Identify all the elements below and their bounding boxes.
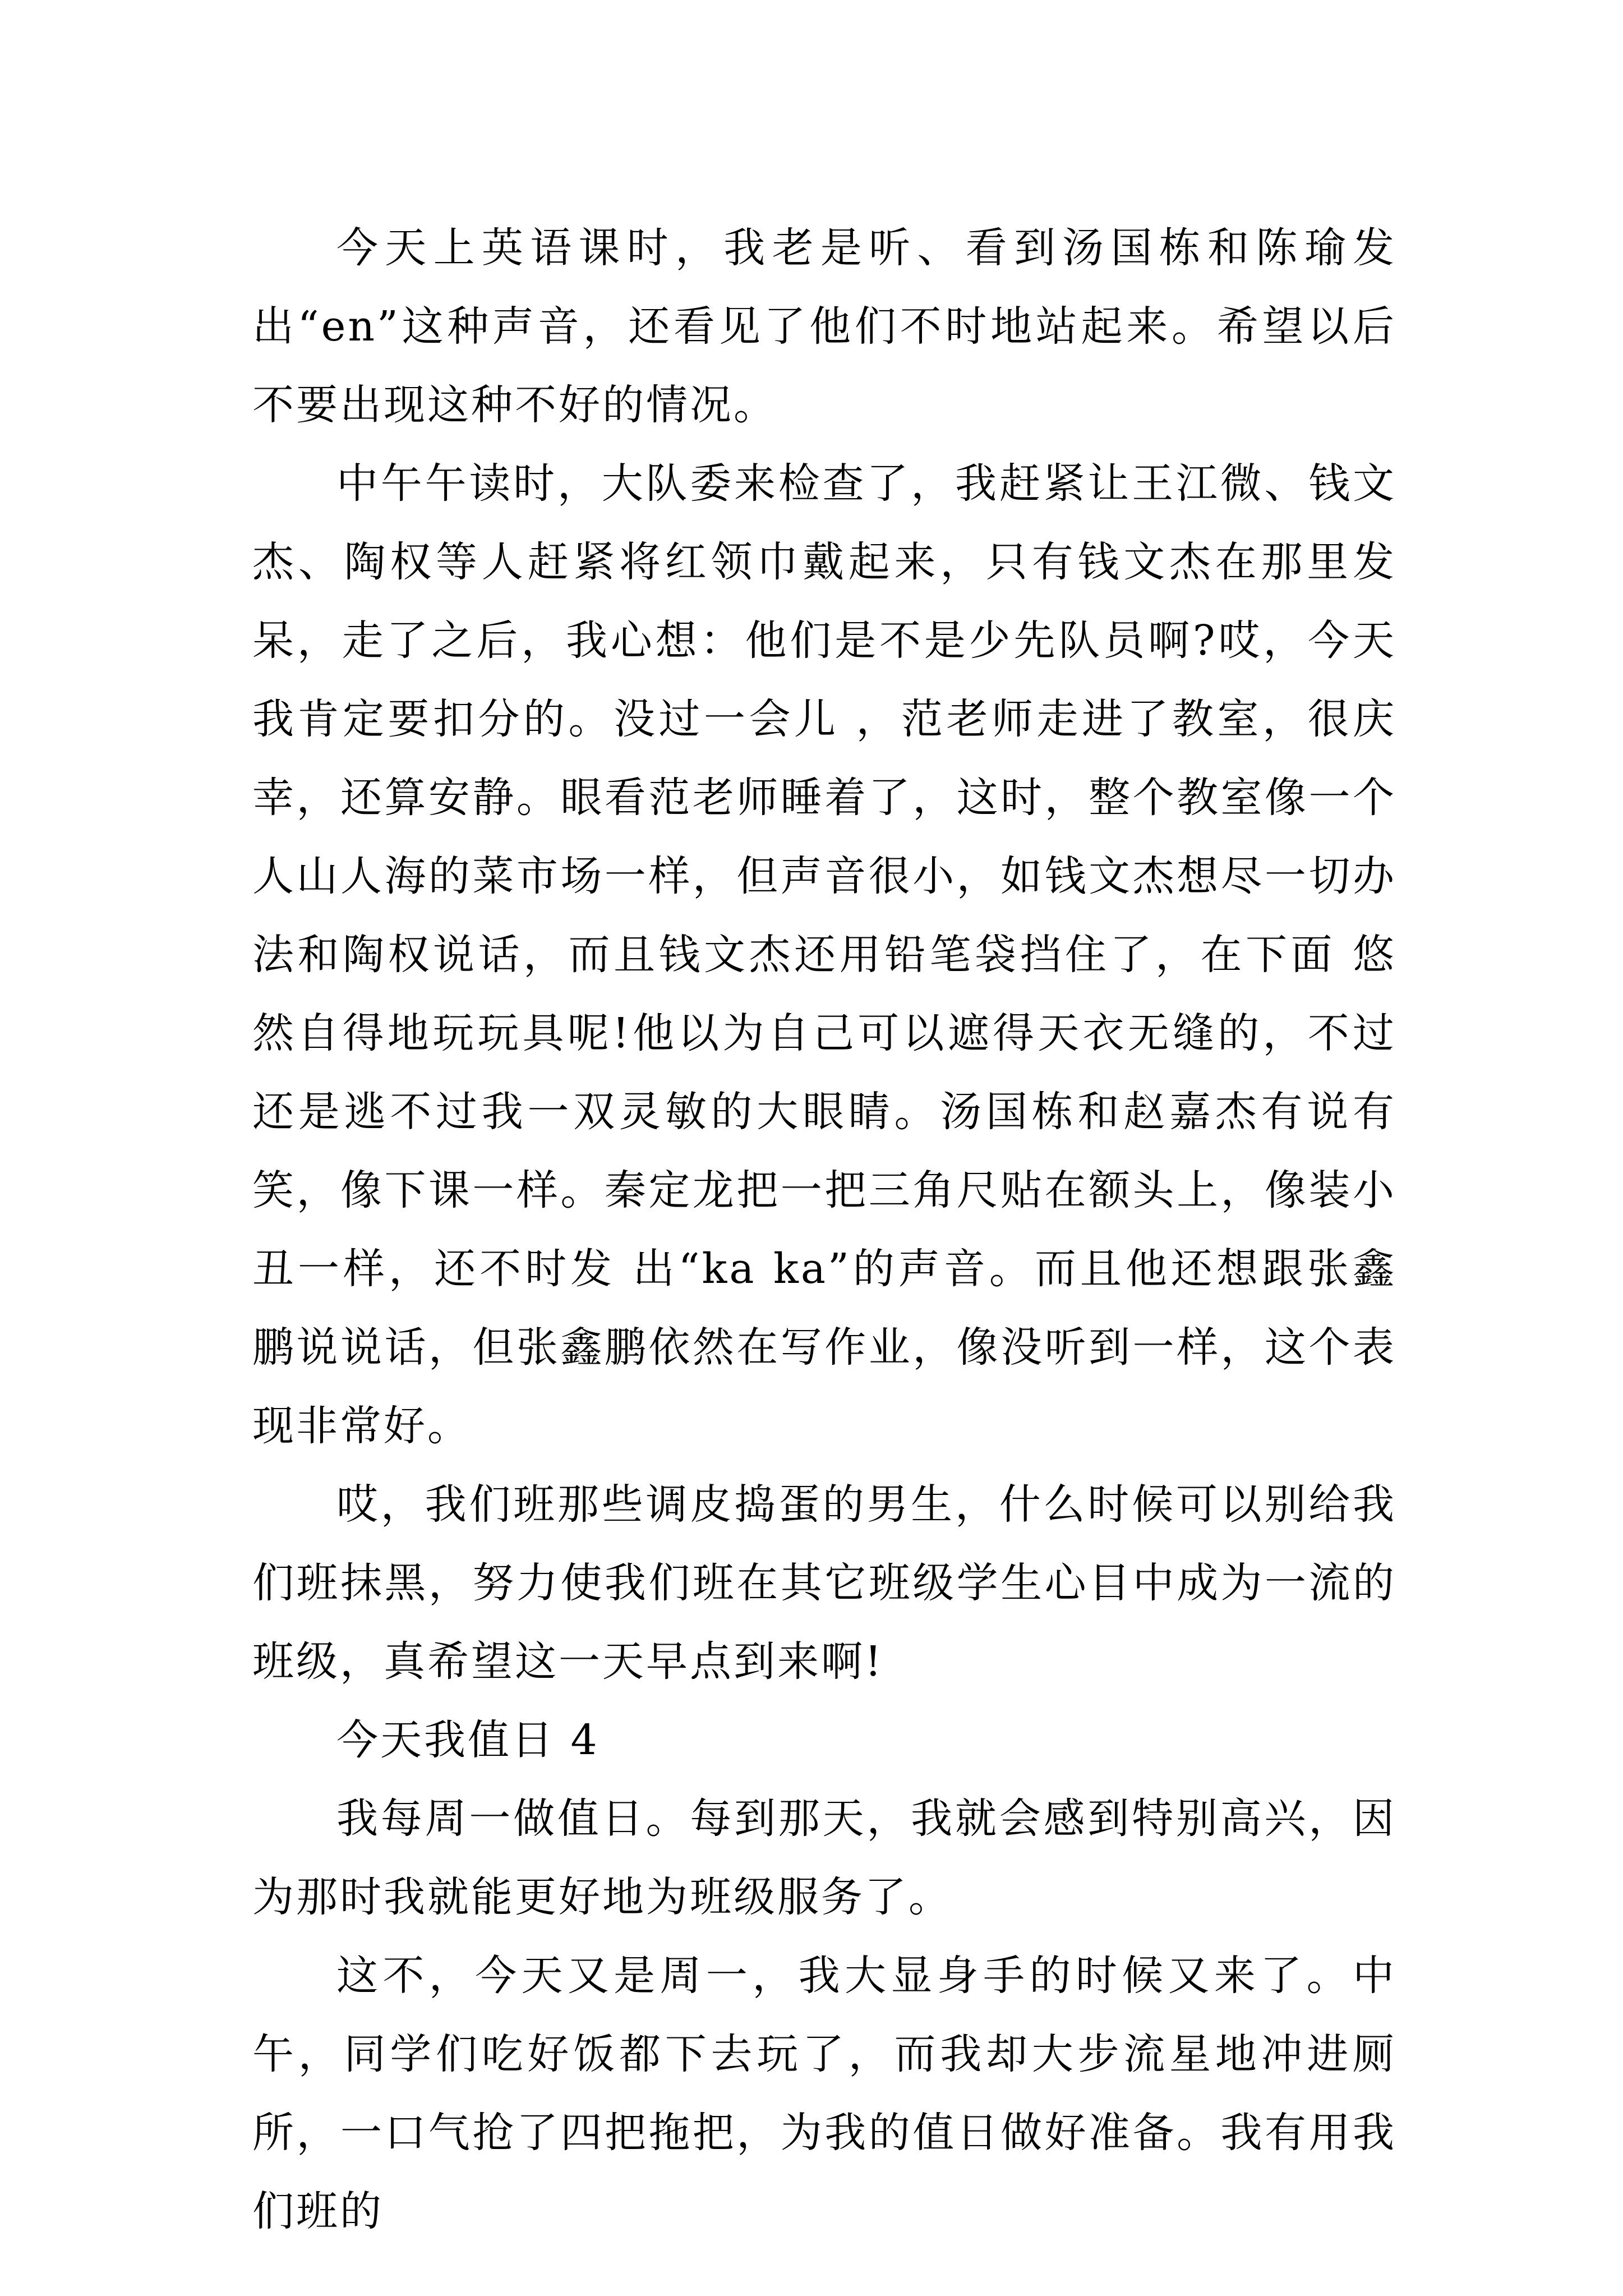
paragraph-monday-duty: 这不，今天又是周一，我大显身手的时候又来了。中午，同学们吃好饭都下去玩了，而我却大步流星地冲进厕所，一口气抢了四把拖把，为我的值日做好准备。我有用我们班的 [252,1952,1396,2235]
paragraph-english-class: 今天上英语课时，我老是听、看到汤国栋和陈瑜发出“en”这种声音，还看见了他们不时地站起来。希望以后不要出现这种不好的情况。 [252,224,1396,429]
section-title: 今天我值日 4 [336,1716,600,1764]
paragraph-noon-reading: 中午午读时，大队委来检查了，我赶紧让王江微、钱文杰、陶权等人赶紧将红领巾戴起来，只有钱文杰在那里发呆，走了之后，我心想：他们是不是少先队员啊?哎，今天我肯定要扣分的。没过一会儿 ，范老师走进了教室，很庆幸，还算安静。眼看范老师睡着了，这时，整个教室像一个人山人海的菜市场一样，但声音很小，如钱文杰想尽一切办法和陶权说话，而且钱文杰还用铅笔袋挡住了，在下面 悠然自得地玩玩具呢!他以为自己可以遮得天衣无缝的，不过还是逃不过我一双灵敏的大眼睛。汤国栋和赵嘉杰有说有笑，像下课一样。秦定龙把一把三角尺贴在额头上，像装小丑一样，还不时发 出“ka ka”的声音。而且他还想跟张鑫鹏说说话，但张鑫鹏依然在写作业，像没听到一样，这个表现非常好。 [252,459,1396,1450]
paragraph-closing-wish: 哎，我们班那些调皮捣蛋的男生，什么时候可以别给我们班抹黑，努力使我们班在其它班级学生心目中成为一流的班级，真希望这一天早点到来啊! [252,1480,1396,1686]
paragraph-duty-intro: 我每周一做值日。每到那天，我就会感到特别高兴，因为那时我就能更好地为班级服务了。 [252,1795,1396,1921]
document-body [252,209,1396,2251]
